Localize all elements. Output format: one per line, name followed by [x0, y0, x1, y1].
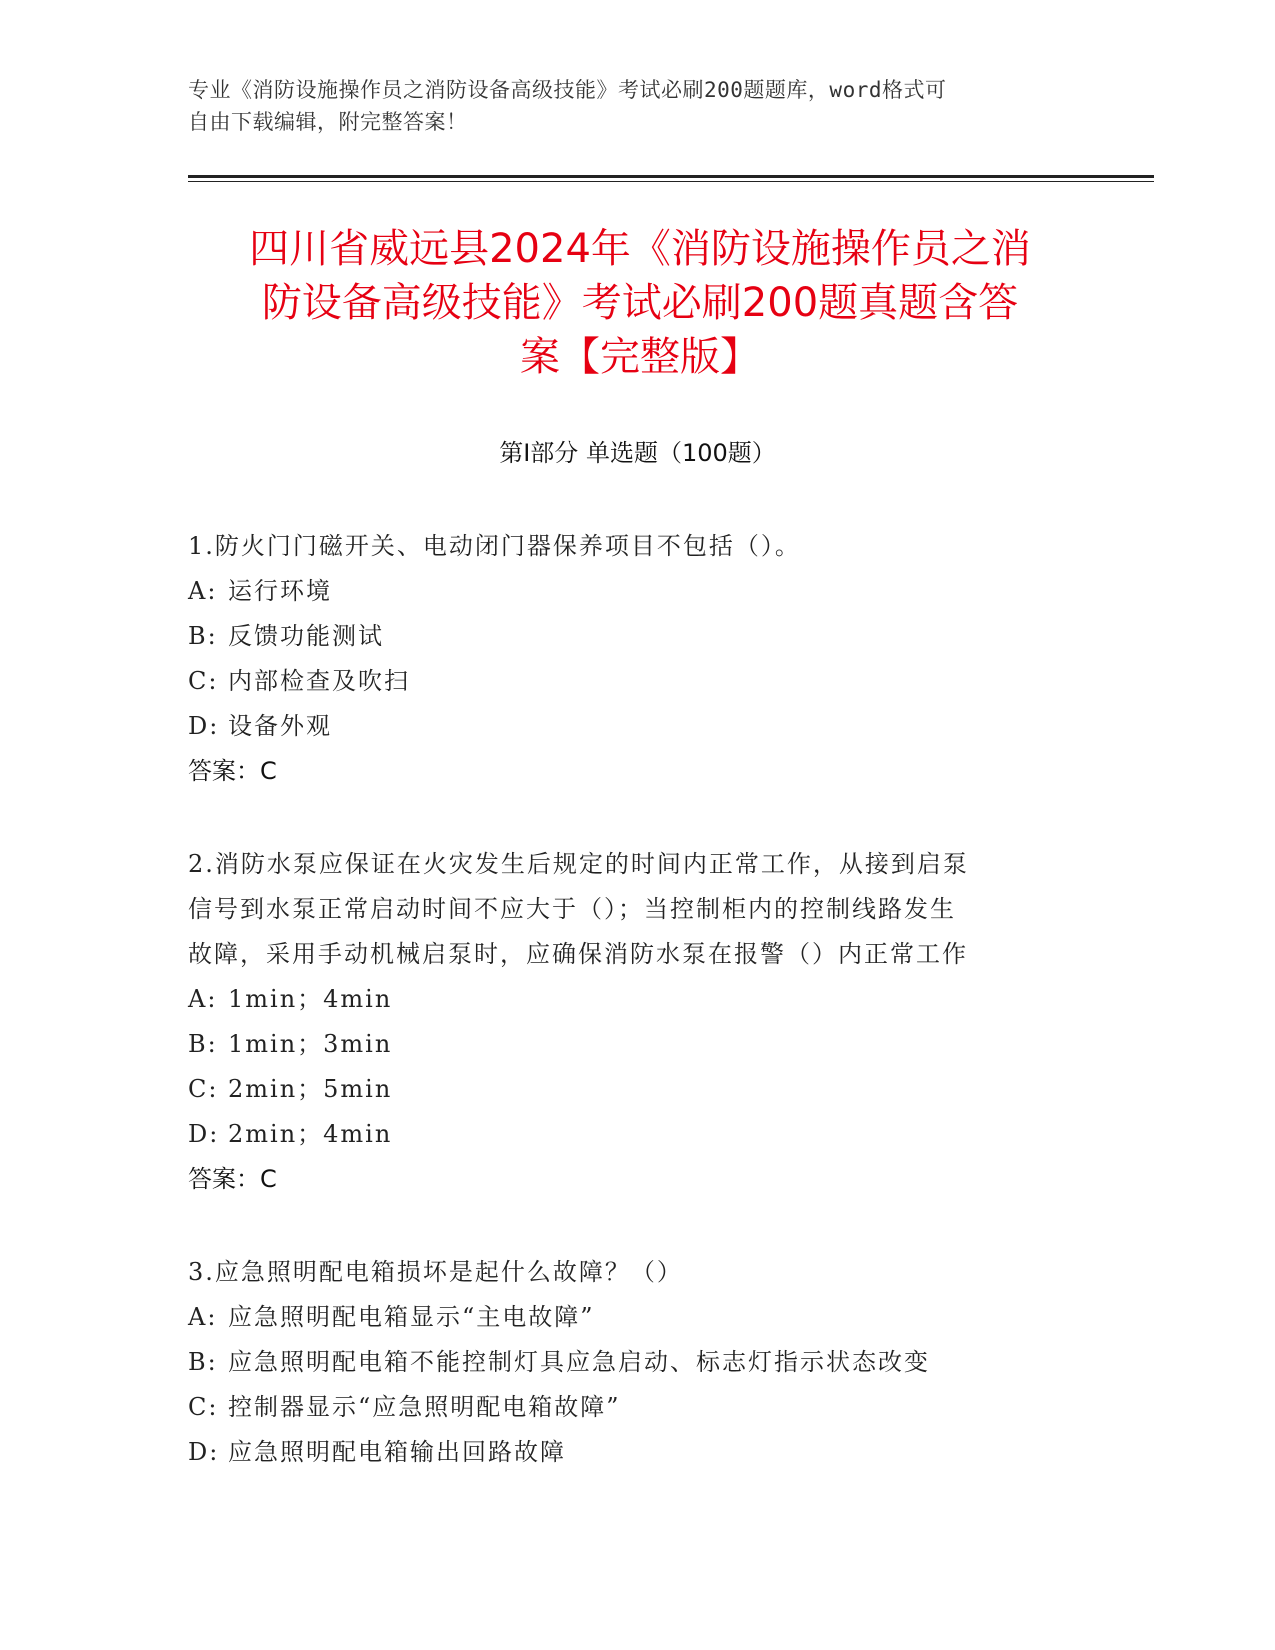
option-letter: C: — [188, 1075, 219, 1103]
option-d — [188, 704, 1068, 749]
option-letter: D: — [188, 1438, 220, 1466]
header-note-line: 自由下载编辑，附完整答案！ — [188, 110, 468, 134]
document-title — [160, 222, 1120, 384]
header-divider-thin — [188, 181, 1154, 182]
question-text: 1.防火门门磁开关、电动闭门器保养项目不包括（）。 — [188, 532, 801, 560]
question-list — [188, 524, 1068, 1523]
option-c — [188, 659, 1068, 704]
header-note — [188, 74, 1078, 138]
option-text: 2min；5min — [228, 1075, 393, 1103]
option-text: 2min；4min — [228, 1120, 393, 1148]
option-letter: D: — [188, 1120, 220, 1148]
option-d — [188, 1430, 1068, 1475]
option-text: 应急照明配电箱不能控制灯具应急启动、标志灯指示状态改变 — [228, 1348, 930, 1376]
title-line: 四川省威远县2024年《消防设施操作员之消 — [249, 226, 1031, 272]
option-b — [188, 1022, 1068, 1067]
question-text: 3.应急照明配电箱损坏是起什么故障？（） — [188, 1258, 683, 1286]
question-item — [188, 524, 1068, 794]
option-text: 1min；3min — [228, 1030, 393, 1058]
option-letter: C: — [188, 667, 219, 695]
option-text: 1min；4min — [228, 985, 393, 1013]
question-item — [188, 1250, 1068, 1475]
option-d — [188, 1112, 1068, 1157]
option-text: 设备外观 — [228, 712, 332, 740]
question-text: 2.消防水泵应保证在火灾发生后规定的时间内正常工作，从接到启泵 — [188, 850, 969, 878]
option-text: 控制器显示“应急照明配电箱故障” — [228, 1393, 621, 1421]
option-c — [188, 1385, 1068, 1430]
option-letter: B: — [188, 1348, 218, 1376]
option-c — [188, 1067, 1068, 1112]
question-text: 故障，采用手动机械启泵时，应确保消防水泵在报警（）内正常工作 — [188, 940, 968, 968]
option-b — [188, 1340, 1068, 1385]
header-divider — [188, 175, 1154, 178]
option-b — [188, 614, 1068, 659]
option-text: 内部检查及吹扫 — [228, 667, 410, 695]
question-text: 信号到水泵正常启动时间不应大于（）；当控制柜内的控制线路发生 — [188, 895, 956, 923]
option-letter: A: — [188, 985, 218, 1013]
option-letter: B: — [188, 1030, 218, 1058]
option-letter: A: — [188, 577, 218, 605]
option-text: 应急照明配电箱输出回路故障 — [228, 1438, 566, 1466]
title-line: 案【完整版】 — [520, 334, 760, 380]
option-a — [188, 1295, 1068, 1340]
option-letter: A: — [188, 1303, 218, 1331]
option-text: 运行环境 — [228, 577, 332, 605]
answer-text: 答案：C — [188, 1165, 277, 1193]
option-text: 应急照明配电箱显示“主电故障” — [228, 1303, 595, 1331]
option-a — [188, 569, 1068, 614]
title-line: 防设备高级技能》考试必刷200题真题含答 — [261, 280, 1019, 326]
section-title: 第Ⅰ部分 单选题（100题） — [499, 439, 776, 467]
option-letter: C: — [188, 1393, 219, 1421]
option-text: 反馈功能测试 — [228, 622, 384, 650]
answer-text: 答案：C — [188, 757, 277, 785]
option-letter: B: — [188, 622, 218, 650]
option-a — [188, 977, 1068, 1022]
question-item — [188, 842, 1068, 1202]
header-note-line: 专业《消防设施操作员之消防设备高级技能》考试必刷200题题库，word格式可 — [188, 78, 947, 102]
option-letter: D: — [188, 712, 220, 740]
